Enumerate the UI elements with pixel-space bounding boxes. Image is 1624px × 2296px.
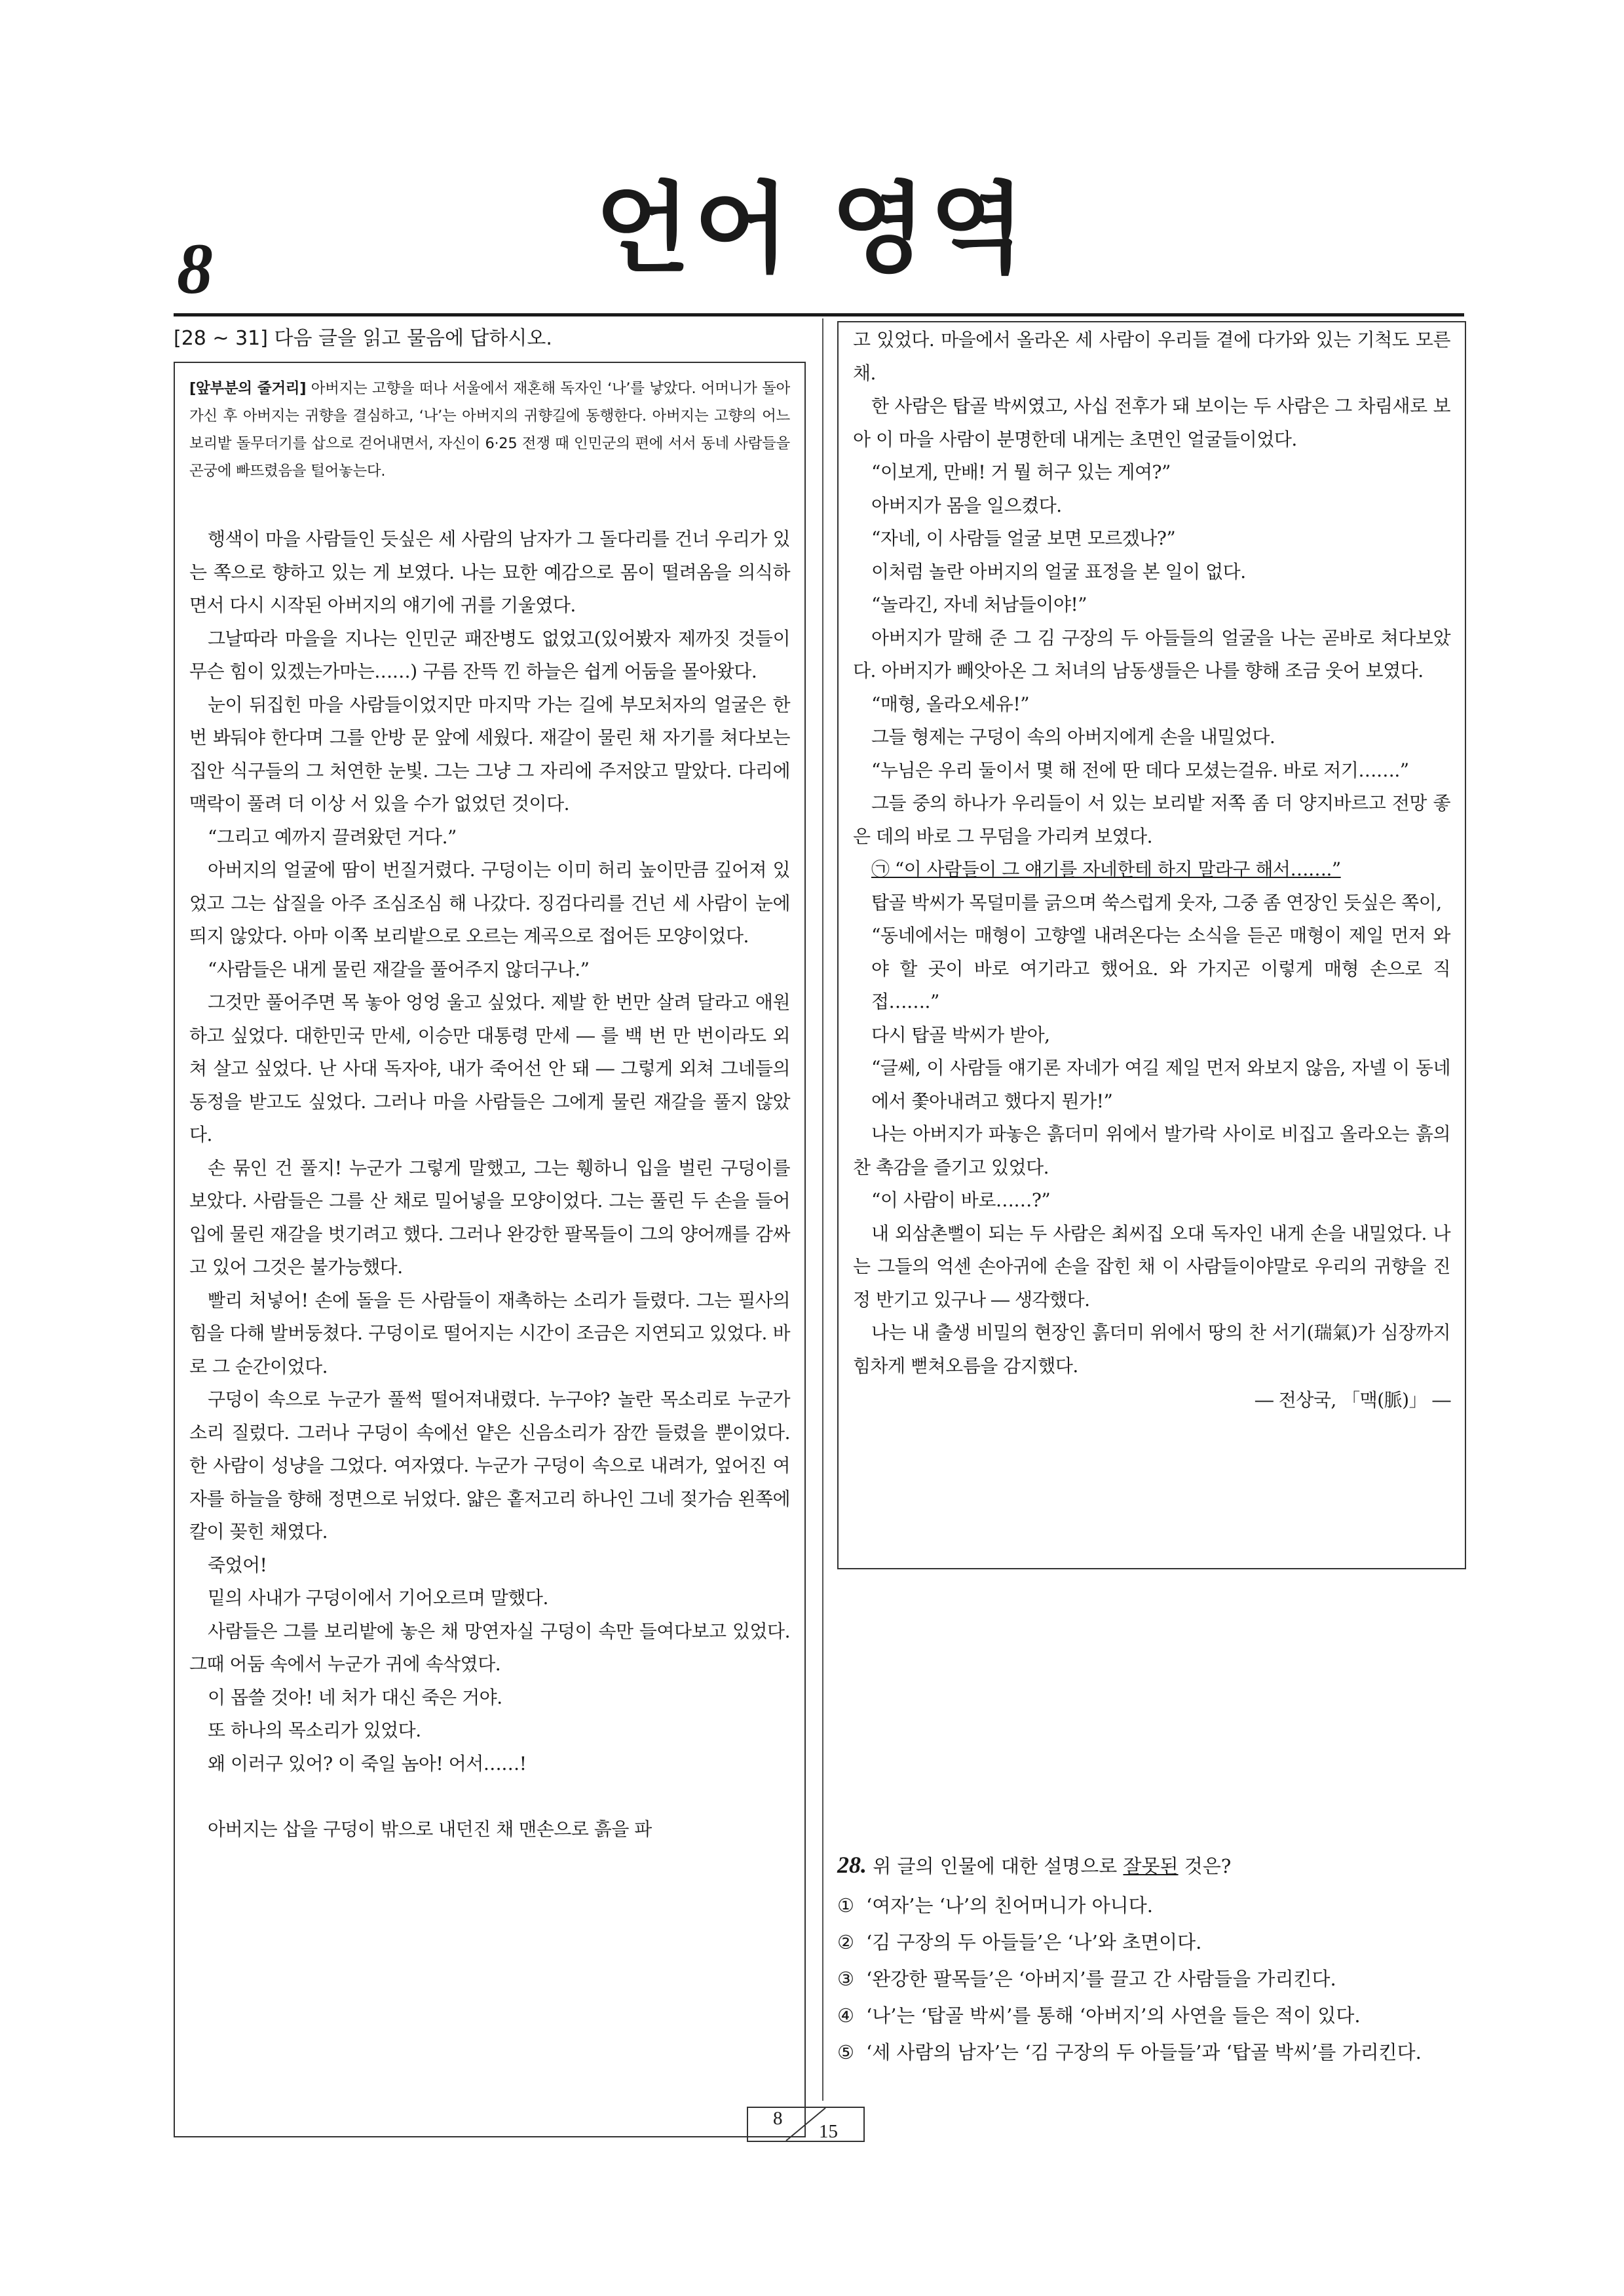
passage-paragraph: 아버지가 몸을 일으켰다. xyxy=(871,494,1062,516)
question-instruction: [28 ~ 31] 다음 글을 읽고 물음에 답하시오. xyxy=(174,327,552,350)
passage-paragraph: “자네, 이 사람들 얼굴 보면 모르겠나?” xyxy=(871,527,1176,549)
page-title: 언어 영역 xyxy=(595,172,1029,286)
passage-paragraph: 빨리 처넣어! 손에 돌을 든 사람들이 재촉하는 소리가 들렸다. 그는 필사의 힘을 다해 발버둥쳤다. 구덩이로 떨어지는 시간이 조금은 지연되고 있었다. 바로 그 순간이었다. xyxy=(189,1289,790,1377)
footer-frame-icon xyxy=(747,2107,865,2142)
passage-paragraph-marked xyxy=(853,853,1450,887)
passage-paragraph: “그리고 예까지 끌려왔던 거다.” xyxy=(208,826,457,848)
option-mark: ④ xyxy=(837,2004,854,2027)
header-rule xyxy=(174,313,1464,316)
passage-paragraph: 죽었어! xyxy=(208,1554,267,1576)
passage-paragraph: “이보게, 만배! 거 뭘 허구 있는 게여?” xyxy=(871,461,1171,483)
footer-current-page: 8 xyxy=(773,2108,783,2129)
right-column xyxy=(837,321,1466,1569)
passage-paragraph: 이처럼 놀란 아버지의 얼굴 표정을 본 일이 없다. xyxy=(871,560,1246,583)
synopsis-label: [앞부분의 줄거리] xyxy=(189,380,307,397)
passage-paragraph: “놀라긴, 자네 처남들이야!” xyxy=(871,594,1087,615)
passage-paragraph: 내 외삼촌뻘이 되는 두 사람은 최씨집 오대 독자인 내게 손을 내밀었다. 나는 그들의 억센 손아귀에 손을 잡힌 채 이 사람들이야말로 우리의 귀향을 진정 반기고 있구나 ― 생각했다. xyxy=(853,1222,1450,1311)
passage-paragraph: 사람들은 그를 보리밭에 놓은 채 망연자실 구덩이 속만 들여다보고 있었다. 그때 어둠 속에서 누군가 귀에 속삭였다. xyxy=(189,1620,790,1675)
question-stem-after: 것은? xyxy=(1178,1855,1232,1877)
passage-paragraph: 아버지는 삽을 구덩이 밖으로 내던진 채 맨손으로 흙을 파 xyxy=(208,1818,652,1840)
passage-paragraph: 고 있었다. 마을에서 올라온 세 사람이 우리들 곁에 다가와 있는 기척도 모른 채. xyxy=(853,329,1450,384)
option-text: ‘나’는 ‘탑골 박씨’를 통해 ‘아버지’의 사연을 들은 적이 있다. xyxy=(866,2004,1361,2027)
passage-paragraph: 밑의 사내가 구덩이에서 기어오르며 말했다. xyxy=(208,1587,548,1609)
passage-paragraph: 구덩이 속으로 누군가 풀썩 떨어져내렸다. 누구야? 놀란 목소리로 누군가 소리 질렀다. 그러나 구덩이 속에선 얕은 신음소리가 잠깐 들렸을 뿐이었다. 한 사람이 성냥을 그었다. 여자였다. 누군가 구덩이 속으로 내려가, 엎어진 여자를 하늘을 향해 정면으로 뉘었다. 얇은 홑저고리 하나인 그네 젖가슴 왼쪽에 칼이 꽂힌 채였다. xyxy=(189,1388,790,1542)
option-text: ‘완강한 팔목들’은 ‘아버지’를 끌고 간 사람들을 가리킨다. xyxy=(866,1968,1336,1990)
passage-left xyxy=(189,523,790,1846)
passage-box-left xyxy=(174,362,806,2137)
passage-paragraph: 아버지가 말해 준 그 김 구장의 두 아들들의 얼굴을 나는 곧바로 쳐다보았다. 아버지가 빼앗아온 그 처녀의 남동생들은 나를 향해 조금 웃어 보였다. xyxy=(853,626,1450,681)
passage-paragraph: 나는 아버지가 파놓은 흙더미 위에서 발가락 사이로 비집고 올라오는 흙의 찬 촉감을 즐기고 있었다. xyxy=(853,1123,1450,1178)
passage-paragraph: 다시 탑골 박씨가 받아, xyxy=(871,1024,1050,1046)
page-footer xyxy=(747,2107,865,2142)
passage-paragraph: “사람들은 내게 물린 재갈을 풀어주지 않더구나.” xyxy=(208,958,590,980)
answer-option-2[interactable] xyxy=(837,1924,1466,1961)
passage-paragraph: 손 묶인 건 풀지! 누군가 그렇게 말했고, 그는 휑하니 입을 벌린 구덩이를 보았다. 사람들은 그를 산 채로 밀어넣을 모양이었다. 그는 풀린 두 손을 들어 입에 물린 재갈을 벗기려고 했다. 그러나 완강한 팔목들이 그의 양어깨를 감싸고 있어 그것은 불가능했다. xyxy=(189,1157,790,1278)
question-28 xyxy=(837,1846,1466,2071)
page-number: 8 xyxy=(177,229,213,309)
answer-option-1[interactable] xyxy=(837,1887,1466,1924)
synopsis-text: 아버지는 고향을 떠나 서울에서 재혼해 독자인 ‘나’를 낳았다. 어머니가 돌아가신 후 아버지는 귀향을 결심하고, ‘나’는 아버지의 귀향길에 동행한다. 아버지는 고향의 어느 보리밭 돌무더기를 삽으로 걷어내면서, 자신이 6·25 전쟁 때 인민군의 편에 서서 동네 사람들을 곤궁에 빠뜨렸음을 털어놓는다. xyxy=(189,380,790,480)
option-mark: ② xyxy=(837,1931,854,1953)
option-text: ‘세 사람의 남자’는 ‘김 구장의 두 아들들’과 ‘탑골 박씨’를 가리킨다. xyxy=(866,2041,1422,2063)
question-number: 28. xyxy=(837,1852,867,1878)
passage-paragraph: “매형, 올라오세유!” xyxy=(871,693,1030,715)
option-mark: ① xyxy=(837,1894,854,1917)
passage-paragraph: 행색이 마을 사람들인 듯싶은 세 사람의 남자가 그 돌다리를 건너 우리가 있는 쪽으로 향하고 있는 게 보였다. 나는 묘한 예감으로 몸이 떨려옴을 의식하면서 다시 시작된 아버지의 얘기에 귀를 기울였다. xyxy=(189,528,790,616)
column-divider xyxy=(822,318,823,2101)
passage-paragraph: 한 사람은 탑골 박씨였고, 사십 전후가 돼 보이는 두 사람은 그 차림새로 보아 이 마을 사람이 분명한데 내게는 초면인 얼굴들이었다. xyxy=(853,395,1450,450)
passage-box-right xyxy=(837,321,1466,1569)
left-column xyxy=(174,321,806,2137)
passage-paragraph: “글쎄, 이 사람들 얘기론 자네가 여길 제일 먼저 와보지 않음, 자넬 이 동네에서 쫓아내려고 했다지 뭔가!” xyxy=(871,1057,1450,1112)
question-stem xyxy=(837,1846,1466,1885)
option-mark: ⑤ xyxy=(837,2041,854,2063)
passage-paragraph: “이 사람이 바로……?” xyxy=(871,1189,1051,1211)
passage-paragraph: 아버지의 얼굴에 땀이 번질거렸다. 구덩이는 이미 허리 높이만큼 깊어져 있었고 그는 삽질을 아주 조심조심 해 나갔다. 징검다리를 건넌 세 사람이 눈에 띄지 않았다. 아마 이쪽 보리밭으로 오르는 계곡으로 접어든 모양이었다. xyxy=(189,859,790,947)
passage-paragraph: 왜 이러구 있어? 이 죽일 놈아! 어서……! xyxy=(208,1752,527,1774)
passage-paragraph: 그것만 풀어주면 목 놓아 엉엉 울고 싶었다. 제발 한 번만 살려 달라고 애원하고 싶었다. 대한민국 만세, 이승만 대통령 만세 ― 를 백 번 만 번이라도 외쳐 살고 싶었다. 난 사대 독자야, 내가 죽어선 안 돼 ― 그렇게 외쳐 그네들의 동정을 받고도 싶었다. 그러나 마을 사람들은 그에게 물린 재갈을 풀지 않았다. xyxy=(189,991,790,1145)
passage-source: ― 전상국, 「맥(脈)」 ― xyxy=(1255,1389,1450,1411)
passage-paragraph: 이 몹쓸 것아! 네 처가 대신 죽은 거야. xyxy=(208,1686,502,1708)
passage-paragraph: 그날따라 마을을 지나는 인민군 패잔병도 없었고(있어봤자 제까짓 것들이 무슨 힘이 있겠는가마는……) 구름 잔뜩 낀 하늘은 쉽게 어둠을 몰아왔다. xyxy=(189,627,790,682)
underlined-quote: ㉠ “이 사람들이 그 얘기를 자네한테 하지 말라구 해서…….” xyxy=(871,858,1341,880)
passage-paragraph: 나는 내 출생 비밀의 현장인 흙더미 위에서 땅의 찬 서기(瑞氣)가 심장까지 힘차게 뻗쳐오름을 감지했다. xyxy=(853,1322,1450,1377)
passage-paragraph: 그들 중의 하나가 우리들이 서 있는 보리밭 저쪽 좀 더 양지바르고 전망 좋은 데의 바로 그 무덤을 가리켜 보였다. xyxy=(853,792,1450,847)
answer-option-5[interactable] xyxy=(837,2034,1466,2071)
option-text: ‘여자’는 ‘나’의 친어머니가 아니다. xyxy=(866,1894,1153,1917)
question-stem-before: 위 글의 인물에 대한 설명으로 xyxy=(873,1855,1124,1877)
synopsis xyxy=(189,375,790,485)
passage-paragraph: 또 하나의 목소리가 있었다. xyxy=(208,1719,421,1741)
answer-option-4[interactable] xyxy=(837,1997,1466,2034)
footer-total-pages: 15 xyxy=(819,2121,838,2142)
question-stem-underlined: 잘못된 xyxy=(1123,1855,1179,1877)
option-text: ‘김 구장의 두 아들들’은 ‘나’와 초면이다. xyxy=(866,1931,1202,1953)
passage-paragraph: 탑골 박씨가 목덜미를 긁으며 쑥스럽게 웃자, 그중 좀 연장인 듯싶은 쪽이, xyxy=(871,891,1442,913)
passage-paragraph: “동네에서는 매형이 고향엘 내려온다는 소식을 듣곤 매형이 제일 먼저 와야 할 곳이 바로 여기라고 했어요. 와 가지곤 이렇게 매형 손으로 직접…….” xyxy=(871,925,1450,1012)
answer-option-3[interactable] xyxy=(837,1961,1466,1997)
passage-paragraph: 그들 형제는 구덩이 속의 아버지에게 손을 내밀었다. xyxy=(871,726,1275,748)
option-mark: ③ xyxy=(837,1968,854,1990)
passage-paragraph: “누님은 우리 둘이서 몇 해 전에 딴 데다 모셨는걸유. 바로 저기…….” xyxy=(871,759,1409,781)
passage-paragraph: 눈이 뒤집힌 마을 사람들이었지만 마지막 가는 길에 부모처자의 얼굴은 한번 봐둬야 한다며 그를 안방 문 앞에 세웠다. 재갈이 물린 채 자기를 쳐다보는 집안 식구들의 그 처연한 눈빛. 그는 그냥 그 자리에 주저앉고 말았다. 다리에 맥락이 풀려 더 이상 서 있을 수가 없었던 것이다. xyxy=(189,693,790,814)
